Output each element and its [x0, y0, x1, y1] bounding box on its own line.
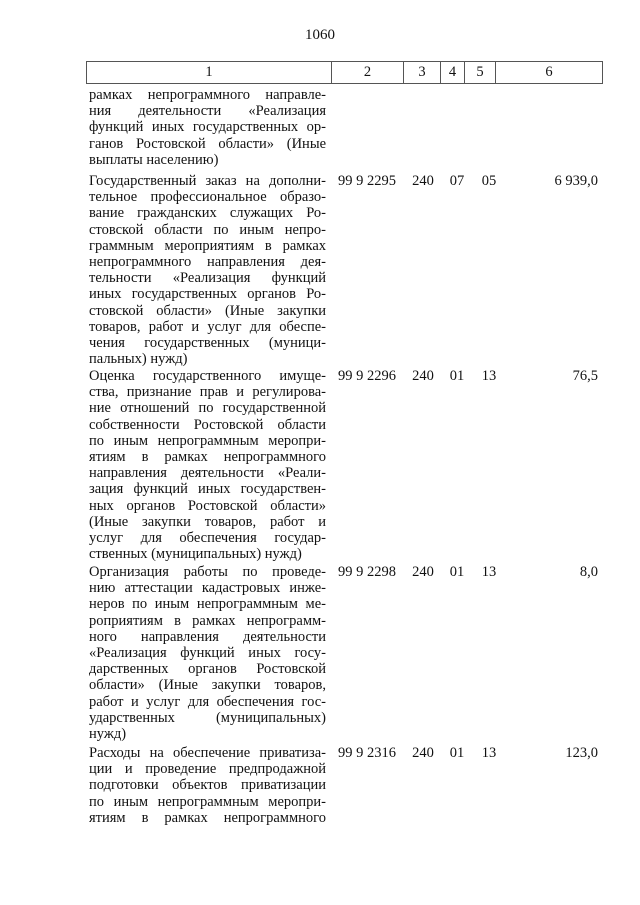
- description-line: иных государственных органов Ро-: [89, 286, 326, 303]
- description-line: собственности Ростовской области: [89, 416, 326, 433]
- description-line: нужд): [89, 726, 127, 743]
- row-section: 01: [449, 745, 465, 761]
- description-line: ства, признание прав и регулирова-: [89, 384, 326, 401]
- description-line: (Иные закупки товаров, работ и: [89, 513, 326, 530]
- description-line: ного направления деятельности: [89, 628, 326, 645]
- row-section: 07: [449, 173, 465, 189]
- page-number: 1060: [305, 27, 335, 43]
- column-header-4: 4: [441, 62, 465, 84]
- description-line: ятиям в рамках непрограммного: [89, 809, 326, 826]
- description-line: ственных (муниципальных) нужд): [89, 546, 302, 563]
- description-line: стовской области по иным непро-: [89, 221, 326, 238]
- description-line: по иным непрограммным меропри-: [89, 793, 326, 810]
- row-description: [89, 173, 326, 367]
- column-header-6: 6: [496, 62, 603, 84]
- row-code: 99 9 2295: [338, 173, 396, 189]
- description-line: услуг для обеспечения государ-: [89, 530, 326, 547]
- description-line: нию аттестации кадастровых инже-: [89, 580, 326, 597]
- description-line: роприятиям в рамках непрограмм-: [89, 612, 326, 629]
- column-header-2: 2: [332, 62, 404, 84]
- description-line: области» (Иные закупки товаров,: [89, 677, 326, 694]
- description-line: стовской области» (Иные закупки: [89, 302, 326, 319]
- description-line: пальных) нужд): [89, 351, 188, 368]
- row-description: [89, 564, 326, 742]
- row-section: 01: [449, 564, 465, 580]
- column-header-5: 5: [465, 62, 496, 84]
- column-header-row: [86, 61, 603, 84]
- row-subsection: 05: [481, 173, 497, 189]
- row-code: 99 9 2298: [338, 564, 396, 580]
- row-subsection: 13: [481, 368, 497, 384]
- row-expense-type: 240: [412, 173, 434, 189]
- row-expense-type: 240: [412, 564, 434, 580]
- row-expense-type: 240: [412, 368, 434, 384]
- row-amount: 6 939,0: [554, 173, 598, 189]
- description-line: дарственных органов Ростовской: [89, 661, 326, 678]
- description-line: ных органов Ростовской области»: [89, 497, 326, 514]
- row-description: [89, 745, 326, 826]
- column-header-3: 3: [404, 62, 441, 84]
- row-description: [89, 368, 326, 562]
- description-line: непрограммного направления дея-: [89, 254, 326, 271]
- description-line: по иным непрограммным меропри-: [89, 432, 326, 449]
- description-line: ятиям в рамках непрограммного: [89, 449, 326, 466]
- row-subsection: 13: [481, 745, 497, 761]
- description-line: вание гражданских служащих Ро-: [89, 205, 326, 222]
- description-line: Оценка государственного имуще-: [89, 368, 326, 384]
- description-line: функций иных государственных ор-: [89, 119, 326, 136]
- row-description: [89, 87, 326, 168]
- row-expense-type: 240: [412, 745, 434, 761]
- description-line: ударственных (муниципальных): [89, 709, 326, 726]
- description-line: Государственный заказ на дополни-: [89, 173, 326, 189]
- description-line: зация функций иных государствен-: [89, 481, 326, 498]
- description-line: ния деятельности «Реализация: [89, 103, 326, 120]
- description-line: Организация работы по проведе-: [89, 564, 326, 580]
- row-code: 99 9 2316: [338, 745, 396, 761]
- description-line: ции и проведение предпродажной: [89, 761, 326, 778]
- column-header-1: 1: [87, 62, 332, 84]
- row-subsection: 13: [481, 564, 497, 580]
- description-line: направления деятельности «Реали-: [89, 465, 326, 482]
- description-line: ганов Ростовской области» (Иные: [89, 135, 326, 152]
- description-line: рамках непрограммного направле-: [89, 87, 326, 103]
- description-line: чения государственных (муници-: [89, 335, 326, 352]
- description-line: ние отношений по государственной: [89, 400, 326, 417]
- row-amount: 8,0: [579, 564, 598, 580]
- description-line: Расходы на обеспечение приватиза-: [89, 745, 326, 761]
- row-amount: 76,5: [572, 368, 598, 384]
- description-line: выплаты населению): [89, 151, 219, 168]
- row-code: 99 9 2296: [338, 368, 396, 384]
- description-line: «Реализация функций иных госу-: [89, 645, 326, 662]
- description-line: тельное профессиональное образо-: [89, 189, 326, 206]
- description-line: тельности «Реализация функций: [89, 270, 326, 287]
- row-section: 01: [449, 368, 465, 384]
- row-amount: 123,0: [565, 745, 598, 761]
- description-line: граммным мероприятиям в рамках: [89, 237, 326, 254]
- description-line: подготовки объектов приватизации: [89, 777, 326, 794]
- description-line: неров по иным непрограммным ме-: [89, 596, 326, 613]
- description-line: товаров, работ и услуг для обеспе-: [89, 318, 326, 335]
- description-line: работ и услуг для обеспечения гос-: [89, 693, 326, 710]
